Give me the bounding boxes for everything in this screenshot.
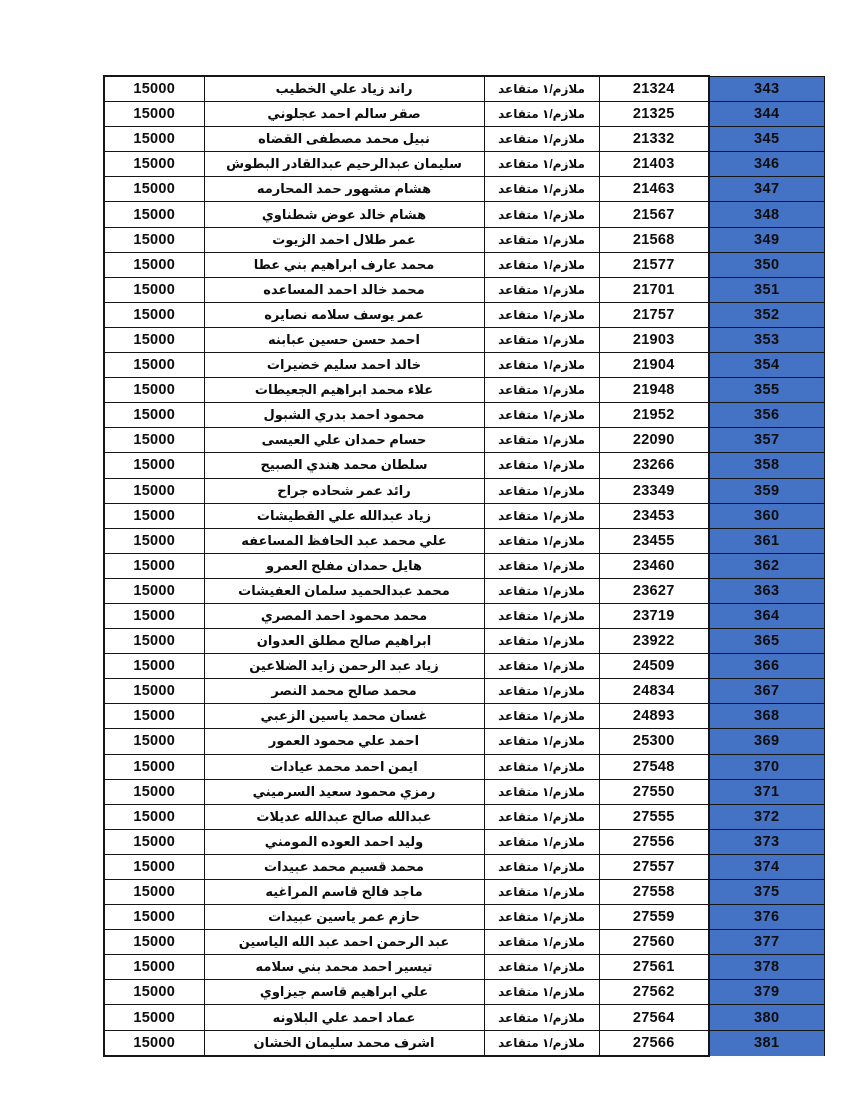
sequence-cell: 355 bbox=[709, 378, 824, 403]
sequence-cell: 372 bbox=[709, 804, 824, 829]
sequence-cell: 353 bbox=[709, 327, 824, 352]
table-row bbox=[104, 679, 824, 704]
table-row bbox=[104, 955, 824, 980]
table-row bbox=[104, 905, 824, 930]
name-cell: حسام حمدان علي العيسى bbox=[204, 428, 484, 453]
service-number-cell: 23719 bbox=[599, 603, 709, 628]
service-number-cell: 23266 bbox=[599, 453, 709, 478]
amount-cell: 15000 bbox=[104, 880, 204, 905]
table-row bbox=[104, 980, 824, 1005]
rank-cell: ملازم/١ متقاعد bbox=[484, 277, 599, 302]
name-cell: هشام خالد عوض شطناوي bbox=[204, 202, 484, 227]
service-number-cell: 23455 bbox=[599, 528, 709, 553]
rank-cell: ملازم/١ متقاعد bbox=[484, 202, 599, 227]
name-cell: نبيل محمد مصطفى القضاه bbox=[204, 127, 484, 152]
amount-cell: 15000 bbox=[104, 553, 204, 578]
pension-roster-table bbox=[103, 75, 825, 1057]
sequence-cell: 373 bbox=[709, 829, 824, 854]
name-cell: محمد قسيم محمد عبيدات bbox=[204, 854, 484, 879]
table-row bbox=[104, 76, 824, 102]
service-number-cell: 27564 bbox=[599, 1005, 709, 1030]
amount-cell: 15000 bbox=[104, 629, 204, 654]
service-number-cell: 27550 bbox=[599, 779, 709, 804]
service-number-cell: 21403 bbox=[599, 152, 709, 177]
sequence-cell: 365 bbox=[709, 629, 824, 654]
amount-cell: 15000 bbox=[104, 403, 204, 428]
table-row bbox=[104, 629, 824, 654]
sequence-cell: 351 bbox=[709, 277, 824, 302]
sequence-cell: 357 bbox=[709, 428, 824, 453]
amount-cell: 15000 bbox=[104, 955, 204, 980]
name-cell: ايمن احمد محمد عيادات bbox=[204, 754, 484, 779]
table-row bbox=[104, 754, 824, 779]
service-number-cell: 27558 bbox=[599, 880, 709, 905]
name-cell: ابراهيم صالح مطلق العدوان bbox=[204, 629, 484, 654]
sequence-cell: 362 bbox=[709, 553, 824, 578]
table-row bbox=[104, 804, 824, 829]
amount-cell: 15000 bbox=[104, 327, 204, 352]
table-row bbox=[104, 1005, 824, 1030]
table-row bbox=[104, 302, 824, 327]
rank-cell: ملازم/١ متقاعد bbox=[484, 177, 599, 202]
table-row bbox=[104, 202, 824, 227]
service-number-cell: 21568 bbox=[599, 227, 709, 252]
name-cell: احمد حسن حسين عبابنه bbox=[204, 327, 484, 352]
sequence-cell: 369 bbox=[709, 729, 824, 754]
name-cell: ماجد فالح قاسم المراغيه bbox=[204, 880, 484, 905]
amount-cell: 15000 bbox=[104, 252, 204, 277]
table-row bbox=[104, 403, 824, 428]
rank-cell: ملازم/١ متقاعد bbox=[484, 829, 599, 854]
service-number-cell: 23627 bbox=[599, 578, 709, 603]
rank-cell: ملازم/١ متقاعد bbox=[484, 252, 599, 277]
rank-cell: ملازم/١ متقاعد bbox=[484, 679, 599, 704]
rank-cell: ملازم/١ متقاعد bbox=[484, 378, 599, 403]
name-cell: صقر سالم احمد عجلوني bbox=[204, 102, 484, 127]
sequence-cell: 359 bbox=[709, 478, 824, 503]
amount-cell: 15000 bbox=[104, 980, 204, 1005]
rank-cell: ملازم/١ متقاعد bbox=[484, 478, 599, 503]
sequence-cell: 358 bbox=[709, 453, 824, 478]
amount-cell: 15000 bbox=[104, 102, 204, 127]
rank-cell: ملازم/١ متقاعد bbox=[484, 603, 599, 628]
rank-cell: ملازم/١ متقاعد bbox=[484, 754, 599, 779]
table-row bbox=[104, 353, 824, 378]
table-row bbox=[104, 829, 824, 854]
name-cell: عمر يوسف سلامه نصايره bbox=[204, 302, 484, 327]
amount-cell: 15000 bbox=[104, 754, 204, 779]
sequence-cell: 364 bbox=[709, 603, 824, 628]
name-cell: هايل حمدان مفلح العمرو bbox=[204, 553, 484, 578]
rank-cell: ملازم/١ متقاعد bbox=[484, 905, 599, 930]
rank-cell: ملازم/١ متقاعد bbox=[484, 102, 599, 127]
rank-cell: ملازم/١ متقاعد bbox=[484, 1005, 599, 1030]
name-cell: محمد عارف ابراهيم بني عطا bbox=[204, 252, 484, 277]
name-cell: رمزي محمود سعيد السرميني bbox=[204, 779, 484, 804]
sequence-cell: 374 bbox=[709, 854, 824, 879]
sequence-cell: 346 bbox=[709, 152, 824, 177]
name-cell: محمد صالح محمد النصر bbox=[204, 679, 484, 704]
service-number-cell: 21567 bbox=[599, 202, 709, 227]
amount-cell: 15000 bbox=[104, 930, 204, 955]
service-number-cell: 22090 bbox=[599, 428, 709, 453]
sequence-cell: 356 bbox=[709, 403, 824, 428]
service-number-cell: 21577 bbox=[599, 252, 709, 277]
sequence-cell: 379 bbox=[709, 980, 824, 1005]
table-row bbox=[104, 102, 824, 127]
name-cell: محمود احمد بدري الشبول bbox=[204, 403, 484, 428]
rank-cell: ملازم/١ متقاعد bbox=[484, 227, 599, 252]
table-row bbox=[104, 729, 824, 754]
amount-cell: 15000 bbox=[104, 277, 204, 302]
rank-cell: ملازم/١ متقاعد bbox=[484, 955, 599, 980]
table-row bbox=[104, 428, 824, 453]
amount-cell: 15000 bbox=[104, 302, 204, 327]
sequence-cell: 360 bbox=[709, 503, 824, 528]
service-number-cell: 23922 bbox=[599, 629, 709, 654]
table-row bbox=[104, 603, 824, 628]
service-number-cell: 27566 bbox=[599, 1030, 709, 1056]
name-cell: عماد احمد علي البلاونه bbox=[204, 1005, 484, 1030]
service-number-cell: 21904 bbox=[599, 353, 709, 378]
rank-cell: ملازم/١ متقاعد bbox=[484, 629, 599, 654]
service-number-cell: 21325 bbox=[599, 102, 709, 127]
service-number-cell: 21324 bbox=[599, 76, 709, 102]
amount-cell: 15000 bbox=[104, 905, 204, 930]
table-row bbox=[104, 553, 824, 578]
sequence-cell: 377 bbox=[709, 930, 824, 955]
table-row bbox=[104, 578, 824, 603]
service-number-cell: 23453 bbox=[599, 503, 709, 528]
amount-cell: 15000 bbox=[104, 854, 204, 879]
amount-cell: 15000 bbox=[104, 729, 204, 754]
rank-cell: ملازم/١ متقاعد bbox=[484, 403, 599, 428]
name-cell: زياد عبدالله علي القطيشات bbox=[204, 503, 484, 528]
rank-cell: ملازم/١ متقاعد bbox=[484, 654, 599, 679]
sequence-cell: 352 bbox=[709, 302, 824, 327]
service-number-cell: 24834 bbox=[599, 679, 709, 704]
rank-cell: ملازم/١ متقاعد bbox=[484, 779, 599, 804]
service-number-cell: 27548 bbox=[599, 754, 709, 779]
amount-cell: 15000 bbox=[104, 603, 204, 628]
name-cell: عمر طلال احمد الزيوت bbox=[204, 227, 484, 252]
table-row bbox=[104, 252, 824, 277]
table-row bbox=[104, 453, 824, 478]
table-row bbox=[104, 880, 824, 905]
sequence-cell: 380 bbox=[709, 1005, 824, 1030]
service-number-cell: 27560 bbox=[599, 930, 709, 955]
amount-cell: 15000 bbox=[104, 578, 204, 603]
table-row bbox=[104, 227, 824, 252]
rank-cell: ملازم/١ متقاعد bbox=[484, 804, 599, 829]
rank-cell: ملازم/١ متقاعد bbox=[484, 353, 599, 378]
name-cell: محمد محمود احمد المصري bbox=[204, 603, 484, 628]
name-cell: احمد علي محمود العمور bbox=[204, 729, 484, 754]
service-number-cell: 21463 bbox=[599, 177, 709, 202]
amount-cell: 15000 bbox=[104, 704, 204, 729]
table-row bbox=[104, 854, 824, 879]
name-cell: اشرف محمد سليمان الخشان bbox=[204, 1030, 484, 1056]
table-row bbox=[104, 378, 824, 403]
sequence-cell: 345 bbox=[709, 127, 824, 152]
sequence-cell: 368 bbox=[709, 704, 824, 729]
service-number-cell: 27557 bbox=[599, 854, 709, 879]
rank-cell: ملازم/١ متقاعد bbox=[484, 528, 599, 553]
name-cell: سليمان عبدالرحيم عبدالقادر البطوش bbox=[204, 152, 484, 177]
sequence-cell: 367 bbox=[709, 679, 824, 704]
sequence-cell: 378 bbox=[709, 955, 824, 980]
rank-cell: ملازم/١ متقاعد bbox=[484, 854, 599, 879]
name-cell: علي محمد عبد الحافظ المساعفه bbox=[204, 528, 484, 553]
table-row bbox=[104, 152, 824, 177]
rank-cell: ملازم/١ متقاعد bbox=[484, 453, 599, 478]
sequence-cell: 344 bbox=[709, 102, 824, 127]
rank-cell: ملازم/١ متقاعد bbox=[484, 503, 599, 528]
service-number-cell: 21332 bbox=[599, 127, 709, 152]
sequence-cell: 354 bbox=[709, 353, 824, 378]
sequence-cell: 371 bbox=[709, 779, 824, 804]
amount-cell: 15000 bbox=[104, 804, 204, 829]
table-row bbox=[104, 704, 824, 729]
table-row bbox=[104, 503, 824, 528]
name-cell: عبد الرحمن احمد عبد الله الياسين bbox=[204, 930, 484, 955]
table-row bbox=[104, 277, 824, 302]
service-number-cell: 27555 bbox=[599, 804, 709, 829]
rank-cell: ملازم/١ متقاعد bbox=[484, 880, 599, 905]
name-cell: حازم عمر ياسين عبيدات bbox=[204, 905, 484, 930]
name-cell: هشام مشهور حمد المحارمه bbox=[204, 177, 484, 202]
service-number-cell: 27562 bbox=[599, 980, 709, 1005]
sequence-cell: 363 bbox=[709, 578, 824, 603]
name-cell: راند زياد علي الخطيب bbox=[204, 76, 484, 102]
amount-cell: 15000 bbox=[104, 779, 204, 804]
name-cell: علي ابراهيم قاسم جيزاوي bbox=[204, 980, 484, 1005]
name-cell: زياد عبد الرحمن زايد الضلاعين bbox=[204, 654, 484, 679]
service-number-cell: 21948 bbox=[599, 378, 709, 403]
rank-cell: ملازم/١ متقاعد bbox=[484, 428, 599, 453]
table-row bbox=[104, 327, 824, 352]
amount-cell: 15000 bbox=[104, 76, 204, 102]
name-cell: علاء محمد ابراهيم الجعيطات bbox=[204, 378, 484, 403]
amount-cell: 15000 bbox=[104, 202, 204, 227]
rank-cell: ملازم/١ متقاعد bbox=[484, 930, 599, 955]
rank-cell: ملازم/١ متقاعد bbox=[484, 152, 599, 177]
amount-cell: 15000 bbox=[104, 654, 204, 679]
amount-cell: 15000 bbox=[104, 528, 204, 553]
rank-cell: ملازم/١ متقاعد bbox=[484, 553, 599, 578]
table-row bbox=[104, 654, 824, 679]
sequence-cell: 381 bbox=[709, 1030, 824, 1056]
table-body bbox=[104, 76, 824, 1056]
sequence-cell: 361 bbox=[709, 528, 824, 553]
amount-cell: 15000 bbox=[104, 478, 204, 503]
rank-cell: ملازم/١ متقاعد bbox=[484, 578, 599, 603]
table-row bbox=[104, 127, 824, 152]
amount-cell: 15000 bbox=[104, 127, 204, 152]
sequence-cell: 350 bbox=[709, 252, 824, 277]
name-cell: محمد خالد احمد المساعده bbox=[204, 277, 484, 302]
rank-cell: ملازم/١ متقاعد bbox=[484, 127, 599, 152]
amount-cell: 15000 bbox=[104, 679, 204, 704]
name-cell: وليد احمد العوده المومني bbox=[204, 829, 484, 854]
service-number-cell: 21757 bbox=[599, 302, 709, 327]
table-row bbox=[104, 177, 824, 202]
amount-cell: 15000 bbox=[104, 177, 204, 202]
amount-cell: 15000 bbox=[104, 829, 204, 854]
amount-cell: 15000 bbox=[104, 1005, 204, 1030]
rank-cell: ملازم/١ متقاعد bbox=[484, 302, 599, 327]
sequence-cell: 366 bbox=[709, 654, 824, 679]
rank-cell: ملازم/١ متقاعد bbox=[484, 1030, 599, 1056]
amount-cell: 15000 bbox=[104, 503, 204, 528]
table-row bbox=[104, 1030, 824, 1056]
service-number-cell: 21701 bbox=[599, 277, 709, 302]
service-number-cell: 21952 bbox=[599, 403, 709, 428]
name-cell: سلطان محمد هندي الصبيح bbox=[204, 453, 484, 478]
sequence-cell: 348 bbox=[709, 202, 824, 227]
table-row bbox=[104, 779, 824, 804]
rank-cell: ملازم/١ متقاعد bbox=[484, 980, 599, 1005]
name-cell: محمد عبدالحميد سلمان العفيشات bbox=[204, 578, 484, 603]
service-number-cell: 27559 bbox=[599, 905, 709, 930]
sequence-cell: 349 bbox=[709, 227, 824, 252]
rank-cell: ملازم/١ متقاعد bbox=[484, 327, 599, 352]
rank-cell: ملازم/١ متقاعد bbox=[484, 76, 599, 102]
amount-cell: 15000 bbox=[104, 1030, 204, 1056]
name-cell: رائد عمر شحاده جراح bbox=[204, 478, 484, 503]
name-cell: تيسير احمد محمد بني سلامه bbox=[204, 955, 484, 980]
sequence-cell: 375 bbox=[709, 880, 824, 905]
amount-cell: 15000 bbox=[104, 227, 204, 252]
sequence-cell: 347 bbox=[709, 177, 824, 202]
service-number-cell: 27561 bbox=[599, 955, 709, 980]
sequence-cell: 343 bbox=[709, 76, 824, 102]
name-cell: خالد احمد سليم خضيرات bbox=[204, 353, 484, 378]
sequence-cell: 370 bbox=[709, 754, 824, 779]
rank-cell: ملازم/١ متقاعد bbox=[484, 729, 599, 754]
table-row bbox=[104, 930, 824, 955]
service-number-cell: 25300 bbox=[599, 729, 709, 754]
rank-cell: ملازم/١ متقاعد bbox=[484, 704, 599, 729]
service-number-cell: 23349 bbox=[599, 478, 709, 503]
amount-cell: 15000 bbox=[104, 428, 204, 453]
service-number-cell: 23460 bbox=[599, 553, 709, 578]
amount-cell: 15000 bbox=[104, 453, 204, 478]
service-number-cell: 21903 bbox=[599, 327, 709, 352]
table-row bbox=[104, 478, 824, 503]
table-row bbox=[104, 528, 824, 553]
service-number-cell: 27556 bbox=[599, 829, 709, 854]
name-cell: عبدالله صالح عبدالله عديلات bbox=[204, 804, 484, 829]
amount-cell: 15000 bbox=[104, 378, 204, 403]
service-number-cell: 24509 bbox=[599, 654, 709, 679]
service-number-cell: 24893 bbox=[599, 704, 709, 729]
name-cell: غسان محمد ياسين الزعبي bbox=[204, 704, 484, 729]
amount-cell: 15000 bbox=[104, 152, 204, 177]
sequence-cell: 376 bbox=[709, 905, 824, 930]
amount-cell: 15000 bbox=[104, 353, 204, 378]
